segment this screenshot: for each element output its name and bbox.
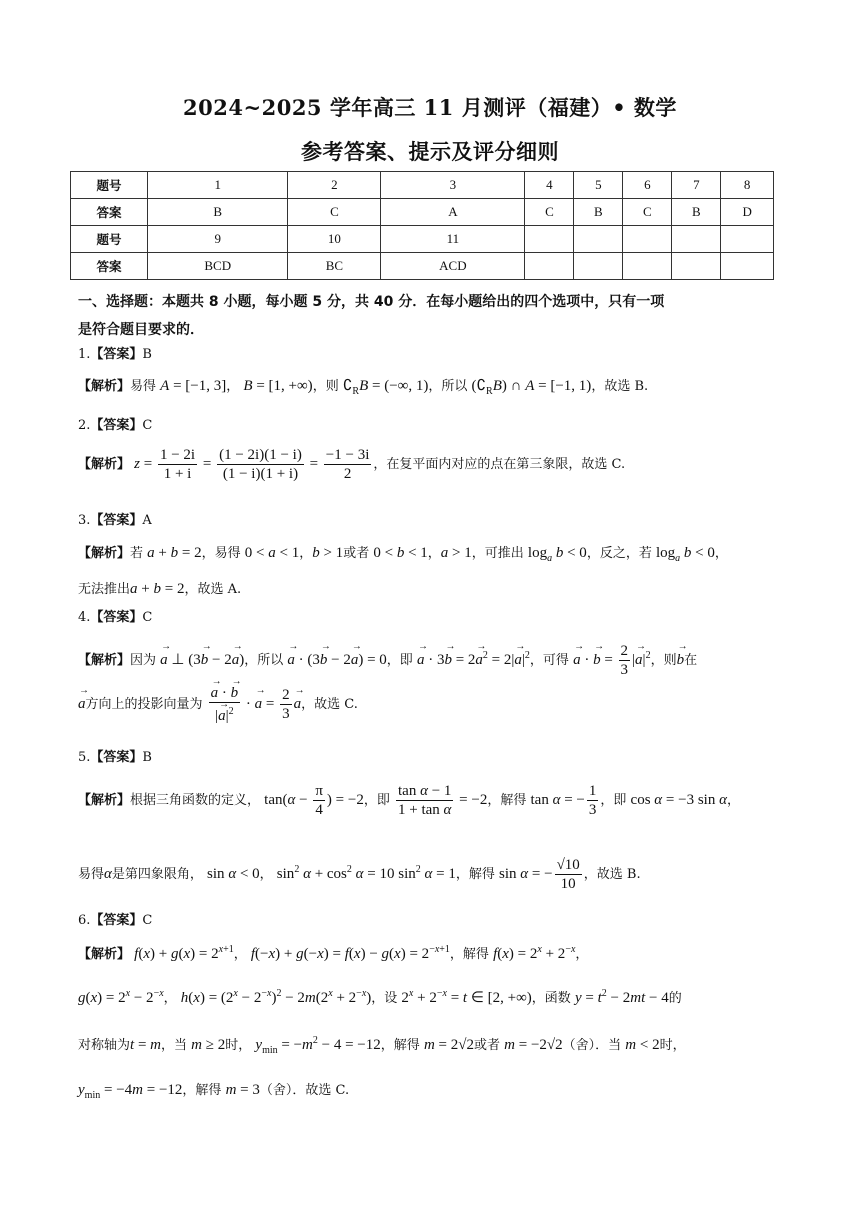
q5-answer-line: 5.【答案】B bbox=[78, 750, 152, 765]
page-title: 2024~2025 学年高三 11 月测评（福建）• 数学 bbox=[183, 95, 677, 120]
table-row bbox=[71, 172, 774, 199]
table-cell: 10 bbox=[288, 226, 381, 253]
q6-analysis-line-2: $g(x) = 2^x - 2^{-x}$， $h(x) = (2^x - 2^{-x})^2 - 2m(2^x + 2^{-x})$，设 $2^x + 2^{-x} = t$ ∈ [2, +∞)，函数 $y = t^2 - 2mt - 4$的 bbox=[78, 988, 682, 1006]
table-row bbox=[71, 253, 774, 280]
table-cell: 5 bbox=[574, 172, 623, 199]
table-cell: C bbox=[288, 199, 381, 226]
q4-answer-line: 4.【答案】C bbox=[78, 610, 153, 625]
table-cell: BC bbox=[288, 253, 381, 280]
q5-analysis-line-2: 易得α是第四象限角， sin α < 0， $\sin^2 \alpha + \cos^2 \alpha = 10$ $\sin^2 \alpha = 1$，解得 sin α = − $\frac{√10}{10}$ ，故选 B. bbox=[78, 857, 641, 892]
answer-table bbox=[70, 171, 774, 280]
table-cell bbox=[574, 226, 623, 253]
section-heading: 一、选择题：本题共 8 小题，每小题 5 分，共 40 分．在每小题给出的四个选项中，只有一项 是符合题目要求的． bbox=[78, 294, 665, 338]
table-cell bbox=[721, 226, 774, 253]
table-cell: A bbox=[381, 199, 525, 226]
table-cell bbox=[623, 226, 672, 253]
q1-analysis-line: 【解析】易得 A = [−1, 3]， B = [1, +∞)，则 $∁_RB$ = (−∞, 1)，所以 $(∁_RB)$ ∩ A = [−1, 1)，故选 B. bbox=[78, 378, 649, 397]
table-cell: ACD bbox=[381, 253, 525, 280]
table-cell: 8 bbox=[721, 172, 774, 199]
table-cell: B bbox=[574, 199, 623, 226]
page-subtitle: 参考答案、提示及评分细则 bbox=[301, 139, 559, 164]
q3-answer-line: 3.【答案】A bbox=[78, 513, 152, 528]
q2-answer-line: 2.【答案】C bbox=[78, 418, 153, 433]
table-cell: 2 bbox=[288, 172, 381, 199]
table-cell: 6 bbox=[623, 172, 672, 199]
table-row-header: 题号 bbox=[71, 172, 148, 199]
table-cell bbox=[672, 253, 721, 280]
table-cell bbox=[721, 253, 774, 280]
q3-analysis-line: 【解析】若 a + b = 2，易得 0 < a < 1，b > 1或者 0 < b < 1，a > 1，可推出 $\log_a b < 0$，反之，若 $\log_a b < 0$， bbox=[78, 545, 728, 564]
table-cell: 4 bbox=[525, 172, 574, 199]
q2-analysis-line: 【解析】 z = $\frac{1 - 2i}{1 + i}$ = $\frac{(1 - 2i)(1 - i)}{(1 - i)(1 + i)}$ = $\frac{-1 - 3i}{2}$ ，在复平面内对应的点在第三象限，故选 C. bbox=[78, 447, 626, 482]
q4-analysis-line: 【解析】因为 → a ⊥ (3→ b − 2→ a)，所以 → a · (3→ b − 2→ a) = 0，即 → $a \cdot 3\to b = 2\to a^2 = 2|\to a|^2$，可得 → a · → b = $\frac{2}{3}$ |→ $a|^2$，则→ b在 bbox=[78, 642, 790, 679]
table-cell: 1 bbox=[148, 172, 288, 199]
q6-analysis-line-3: 对称轴为t = m，当 m ≥ 2时， $y_{min} = -m^2 - 4 = -12$，解得 m = 2√2或者 m = −2√2（舍）．当 m < 2时， bbox=[78, 1035, 686, 1056]
table-row-header: 答案 bbox=[71, 199, 148, 226]
table-cell bbox=[525, 226, 574, 253]
table-cell: C bbox=[525, 199, 574, 226]
q6-answer-line: 6.【答案】C bbox=[78, 913, 153, 928]
table-cell: 9 bbox=[148, 226, 288, 253]
q5-analysis-line: 【解析】根据三角函数的定义， tan(α − $\frac{\pi}{4}$ ) = −2，即 $\frac{\text{tan α − 1}}{\text{1 + tan α}}$ = −2，解得 tan α = − $\frac{1}{3}$ ，即 cos α = −3 sin α， bbox=[78, 783, 740, 818]
table-cell bbox=[623, 253, 672, 280]
table-cell: 3 bbox=[381, 172, 525, 199]
table-row-header: 答案 bbox=[71, 253, 148, 280]
table-cell: C bbox=[623, 199, 672, 226]
q3-analysis-line-2: 无法推出a + b = 2，故选 A. bbox=[78, 581, 242, 597]
table-row-header: 题号 bbox=[71, 226, 148, 253]
q6-analysis-line-4: $y_{min} = -4m = -12$，解得 m = 3（舍）．故选 C. bbox=[78, 1082, 350, 1101]
table-cell: B bbox=[672, 199, 721, 226]
table-cell: BCD bbox=[148, 253, 288, 280]
table-cell bbox=[574, 253, 623, 280]
table-cell bbox=[672, 226, 721, 253]
q1-answer-line: 1.【答案】B bbox=[78, 347, 152, 362]
q6-analysis-line: 【解析】 $f(x) + g(x) = 2^{x+1}$， $f(-x) + g(-x) = f(x) - g(x) = 2^{-x+1}$，解得 $f(x) = 2^x + 2^{-x}$， bbox=[78, 944, 589, 962]
table-cell: D bbox=[721, 199, 774, 226]
table-row bbox=[71, 226, 774, 253]
table-row bbox=[71, 199, 774, 226]
table-cell: B bbox=[148, 199, 288, 226]
table-cell: 7 bbox=[672, 172, 721, 199]
table-cell bbox=[525, 253, 574, 280]
q4-analysis-line-2: → a方向上的投影向量为 → $\frac{a \cdot \to b}{|\to a|^2}$ · → a = $\frac{2}{3}$ → a，故选 C. bbox=[78, 684, 790, 725]
table-cell: 11 bbox=[381, 226, 525, 253]
